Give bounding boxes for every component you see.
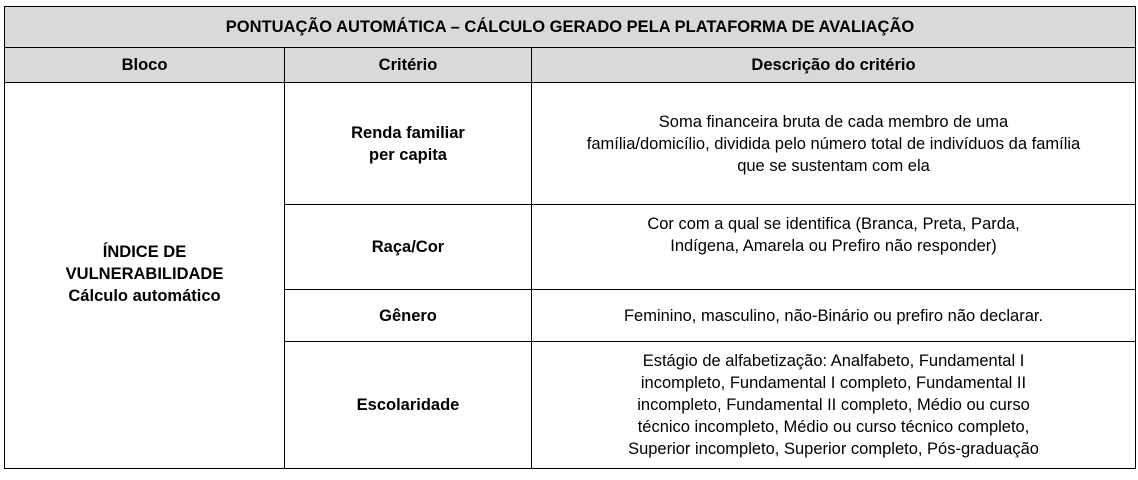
description-line: família/domicílio, dividida pelo número total de indivíduos da família	[586, 134, 1081, 153]
description-line: que se sustentam com ela	[737, 156, 930, 175]
criterion-line: Gênero	[379, 306, 437, 325]
header-row	[5, 47, 1136, 83]
description-line: Estágio de alfabetização: Analfabeto, Fundamental I	[642, 352, 1025, 371]
table-title: PONTUAÇÃO AUTOMÁTICA – CÁLCULO GERADO PELA PLATAFORMA DE AVALIAÇÃO	[5, 7, 1136, 48]
scoring-table	[4, 6, 1136, 469]
table-row	[5, 83, 1136, 205]
criterion-cell	[285, 290, 532, 342]
description-cell	[532, 204, 1136, 289]
block-label-line-3: Cálculo automático	[68, 286, 221, 305]
header-criterio: Critério	[285, 47, 532, 83]
header-descricao: Descrição do critério	[532, 47, 1136, 83]
description-line: Indígena, Amarela ou Prefiro não responder)	[670, 236, 997, 255]
description-line: Soma financeira bruta de cada membro de uma	[658, 112, 1009, 131]
description-line: incompleto, Fundamental I completo, Fundamental II	[640, 374, 1027, 393]
header-bloco: Bloco	[5, 47, 285, 83]
description-line: técnico incompleto, Médio ou curso técnico completo,	[637, 418, 1030, 437]
criterion-line: Renda familiar	[351, 123, 465, 142]
title-row	[5, 7, 1136, 48]
description-cell	[532, 342, 1136, 469]
block-cell	[5, 83, 285, 469]
block-label-line-2: VULNERABILIDADE	[65, 264, 224, 283]
description-line: Superior incompleto, Superior completo, Pós-graduação	[628, 440, 1039, 459]
criterion-line: per capita	[369, 145, 447, 164]
block-label-line-1: ÍNDICE DE	[102, 242, 187, 261]
description-line: Feminino, masculino, não-Binário ou prefiro não declarar.	[623, 306, 1044, 325]
criterion-cell	[285, 204, 532, 289]
description-line: Cor com a qual se identifica (Branca, Preta, Parda,	[647, 214, 1020, 233]
criterion-cell	[285, 342, 532, 469]
description-cell	[532, 290, 1136, 342]
description-line: incompleto, Fundamental II completo, Médio ou curso	[637, 396, 1030, 415]
description-cell	[532, 83, 1136, 205]
criterion-cell	[285, 83, 532, 205]
criterion-line: Raça/Cor	[371, 238, 445, 257]
criterion-line: Escolaridade	[356, 396, 460, 415]
